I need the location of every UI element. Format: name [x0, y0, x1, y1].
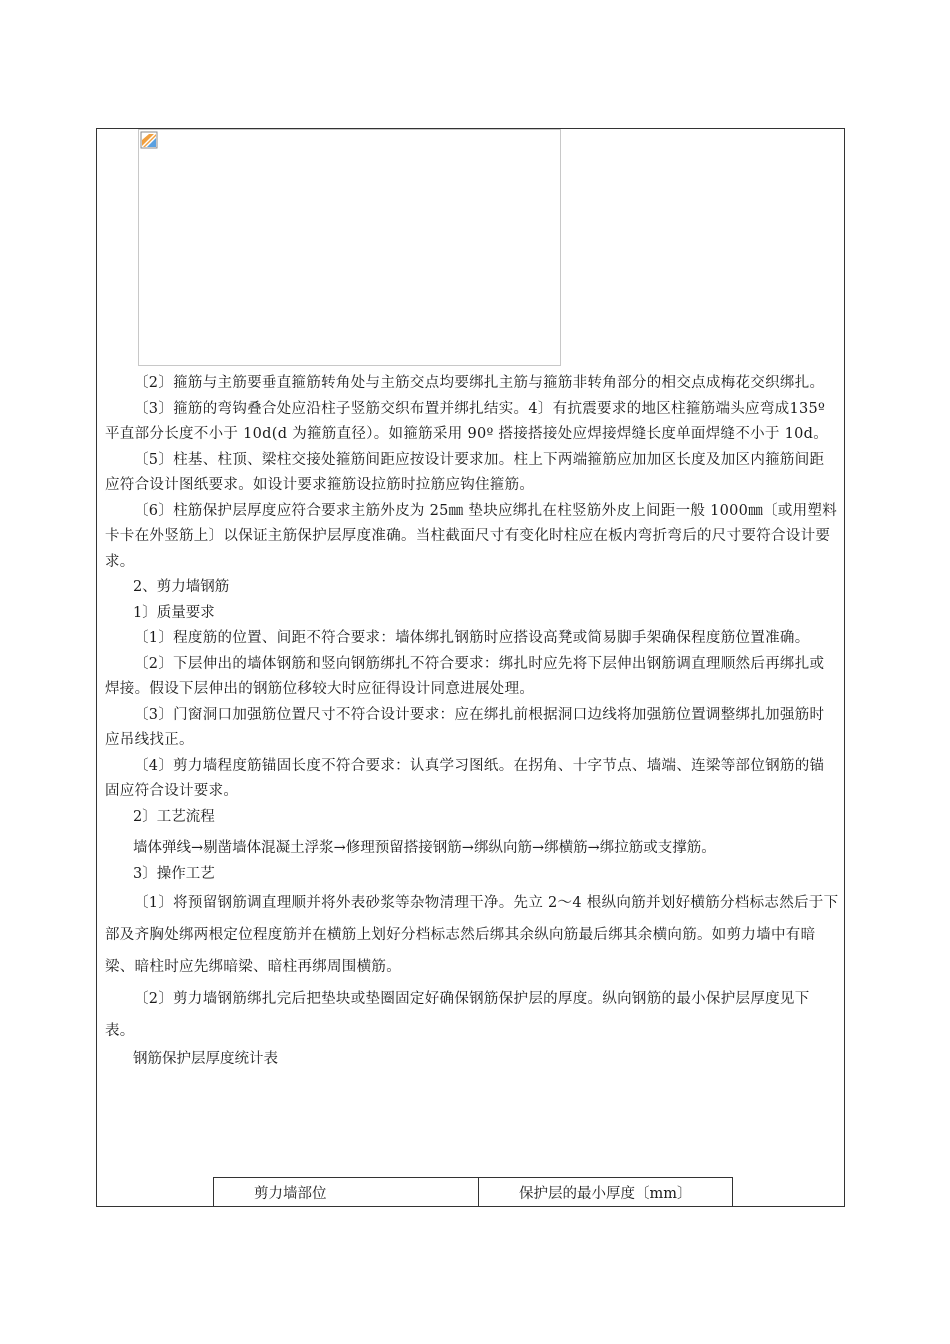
- subsection-heading: 1〕质量要求: [133, 604, 215, 621]
- quality-item: 〔2〕下层伸出的墙体钢筋和竖向钢筋绑扎不符合要求：绑扎时应先将下层伸出钢筋调直理顺然后再绑扎或焊接。假设下层伸出的钢筋位移较大时应征得设计同意进展处理。: [105, 655, 825, 697]
- cover-thickness-table: [213, 1177, 733, 1207]
- paragraph: 〔5〕柱基、柱顶、梁柱交接处箍筋间距应按设计要求加。柱上下两端箍筋应加加区长度及加区内箍筋间距应符合设计图纸要求。如设计要求箍筋设拉筋时拉筋应钩住箍筋。: [105, 451, 825, 493]
- document-body: [105, 371, 839, 1073]
- paragraph: 〔3〕箍筋的弯钩叠合处应沿柱子竖筋交织布置并绑扎结实。4〕有抗震要求的地区柱箍筋端头应弯成135º 平直部分长度不小于 10d(d 为箍筋直径）。如箍筋采用 90º 搭接搭接处应焊接焊缝长度单面焊缝不小于 10d。: [105, 400, 829, 442]
- operation-item: 〔1〕将预留钢筋调直理顺并将外表砂浆等杂物清理干净。先立 2～4 根纵向筋并划好横筋分档标志然后于下部及齐胸处绑两根定位程度筋并在横筋上划好分档标志然后绑其余纵向筋最后绑其余横向筋。如剪力墙中有暗梁、暗柱时应先绑暗梁、暗柱再绑周围横筋。: [105, 895, 839, 975]
- table-header-cell: 保护层的最小厚度〔mm〕: [479, 1178, 733, 1207]
- paragraph: 〔6〕柱筋保护层厚度应符合要求主筋外皮为 25㎜ 垫块应绑扎在柱竖筋外皮上间距一般 1000㎜〔或用塑料卡卡在外竖筋上〕以保证主筋保护层厚度准确。当柱截面尺寸有变化时柱应在板内弯折弯后的尺寸要符合设计要求。: [105, 502, 838, 570]
- broken-image-icon: [140, 131, 158, 149]
- table-header-cell: 剪力墙部位: [214, 1178, 479, 1207]
- quality-item: 〔4〕剪力墙程度筋锚固长度不符合要求：认真学习图纸。在拐角、十字节点、墙端、连梁等部位钢筋的锚固应符合设计要求。: [105, 757, 825, 799]
- quality-item: 〔3〕门窗洞口加强筋位置尺寸不符合设计要求：应在绑扎前根据洞口边线将加强筋位置调整绑扎加强筋时应吊线找正。: [105, 706, 825, 748]
- subsection-heading: 3〕操作工艺: [133, 865, 215, 882]
- document-frame: [96, 128, 845, 1207]
- process-flow: 墙体弹线→剔凿墙体混凝土浮浆→修理预留搭接钢筋→绑纵向筋→绑横筋→绑拉筋或支撑筋。: [133, 840, 716, 856]
- section-heading: 2、剪力墙钢筋: [133, 579, 230, 595]
- table-caption: 钢筋保护层厚度统计表: [133, 1051, 278, 1067]
- subsection-heading: 2〕工艺流程: [133, 808, 215, 825]
- paragraph: 〔2〕箍筋与主筋要垂直箍筋转角处与主筋交点均要绑扎主筋与箍筋非转角部分的相交点成梅花交织绑扎。: [134, 375, 825, 391]
- operation-item: 〔2〕剪力墙钢筋绑扎完后把垫块或垫圈固定好确保钢筋保护层的厚度。纵向钢筋的最小保护层厚度见下表。: [105, 991, 810, 1039]
- quality-item: 〔1〕程度筋的位置、间距不符合要求：墙体绑扎钢筋时应搭设高凳或简易脚手架确保程度筋位置准确。: [134, 630, 810, 646]
- table-header-row: [214, 1178, 733, 1207]
- figure-placeholder: [138, 129, 561, 366]
